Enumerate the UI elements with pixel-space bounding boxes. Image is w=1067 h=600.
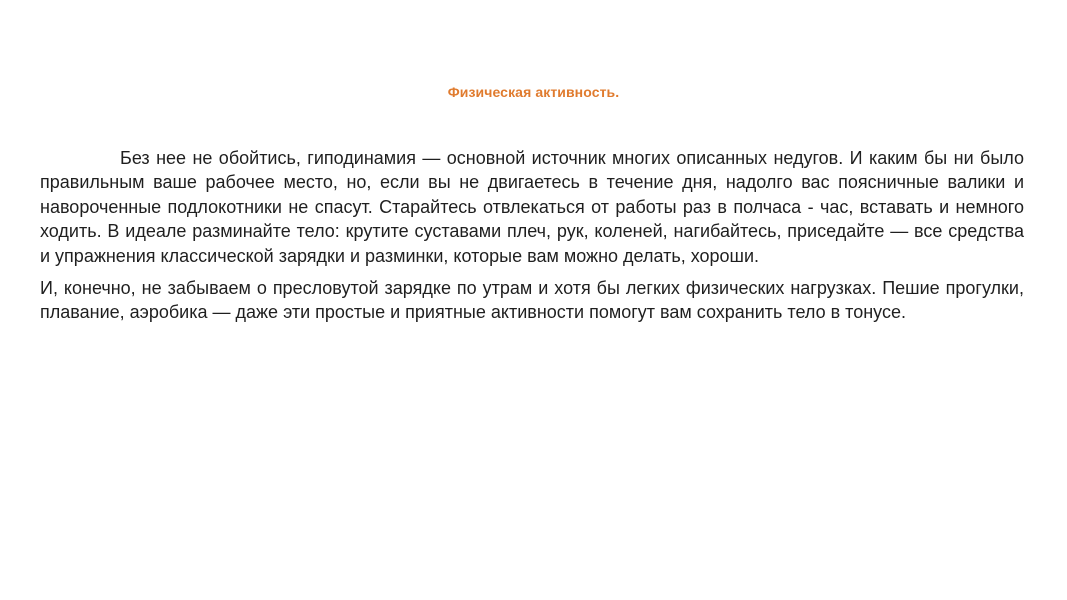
slide-body [40, 146, 1024, 325]
paragraph-1: Без нее не обойтись, гиподинамия — основной источник многих описанных недугов. И каким бы ни было правильным ваше рабочее место, но, если вы не двигаетесь в течение дня, надолго вас поясничные валики и навороченные подлокотники не спасут. Старайтесь отвлекаться от работы раз в полчаса - час, вставать и немного ходить. В идеале разминайте тело: крутите суставами плеч, рук, коленей, нагибайтесь, приседайте — все средства и упражнения классической зарядки и разминки, которые вам можно делать, хороши. [40, 148, 1024, 266]
slide-title: Физическая активность. [447, 84, 620, 100]
paragraph-2: И, конечно, не забываем о пресловутой зарядке по утрам и хотя бы легких физических нагрузках. Пешие прогулки, плавание, аэробика — даже эти простые и приятные активности помогут вам сохранить тело в тонусе. [40, 278, 1024, 323]
